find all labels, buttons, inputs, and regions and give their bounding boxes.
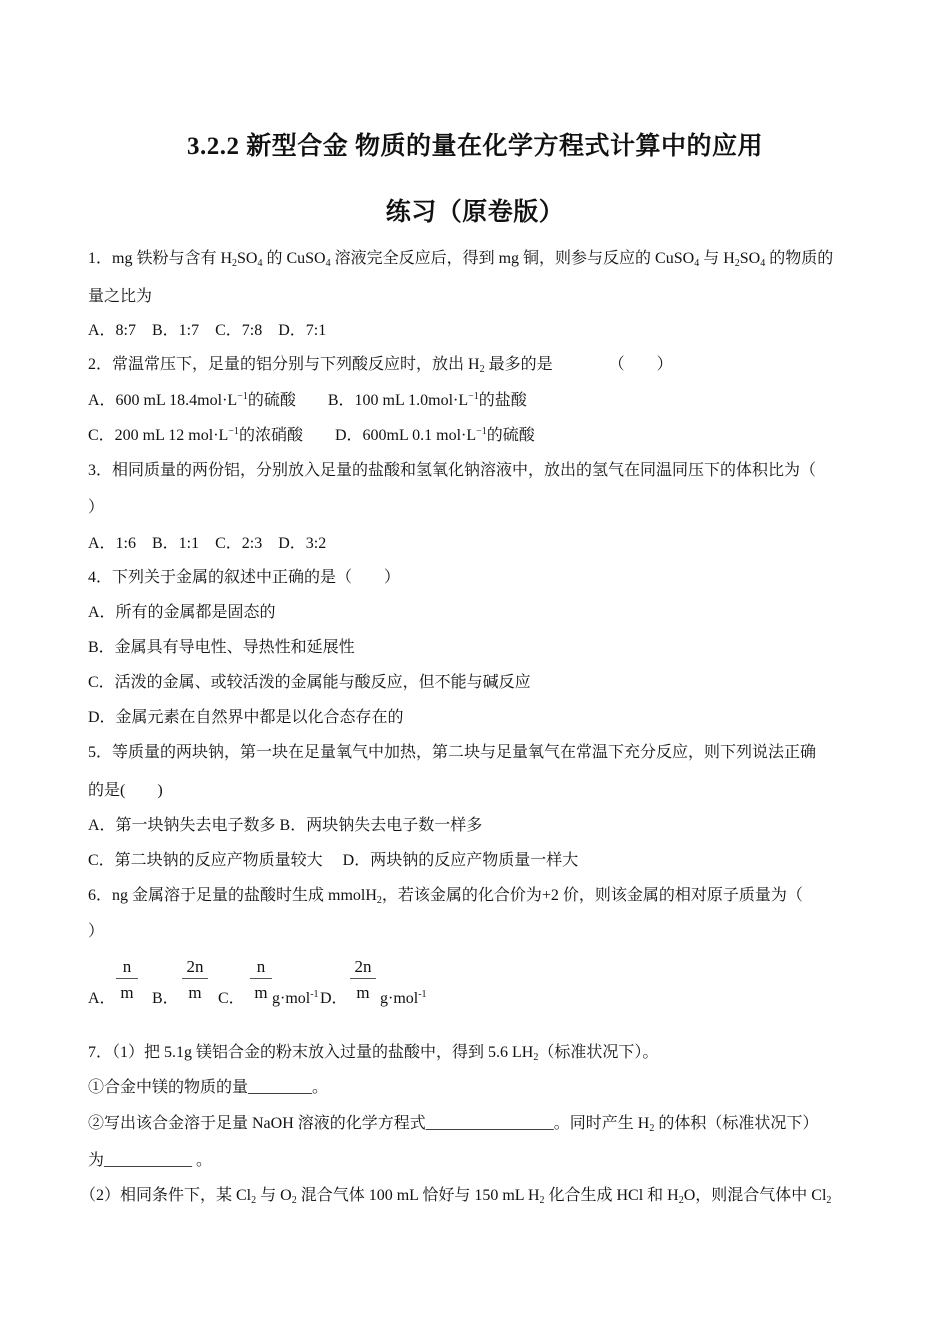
- document-subtitle: 练习（原卷版）: [385, 199, 565, 226]
- q3-options: A．1:6 B．1:1 C．2:3 D．3:2: [88, 535, 327, 552]
- q6-option-c-unit: g·mol$^{-1}$: [272, 989, 319, 1007]
- q2-options-ab: A．600 mL $18.4mol\cdot L^{-1}$的硫酸 B．100 mL $1.0mol\cdot L^{-1}$的盐酸: [88, 391, 527, 409]
- q6-option-b-label: B．: [152, 990, 179, 1007]
- q6-fraction-c-numerator: n: [256, 957, 266, 976]
- q6-stem-continued: ）: [88, 923, 105, 940]
- q7-part1-item1: ①合金中镁的物质的量________。: [88, 1079, 329, 1096]
- q6-fraction-a-bar: [116, 978, 138, 979]
- q6-fraction-a-denominator: m: [120, 983, 134, 1002]
- q2-stem: 2．常温常压下，足量的铝分别与下列酸反应时，放出 $H_2$ 最多的是 （ ）: [88, 356, 673, 375]
- q6-fraction-a-numerator: n: [122, 957, 132, 976]
- q4-option-d: D．金属元素在自然界中都是以化合态存在的: [88, 709, 404, 726]
- q4-stem: 4．下列关于金属的叙述中正确的是（ ）: [88, 569, 401, 586]
- q6-fraction-d-numerator: 2n: [354, 957, 372, 976]
- q6-option-d-unit: g·mol$^{-1}$: [380, 989, 427, 1007]
- q4-option-c: C．活泼的金属、或较活泼的金属能与酸反应，但不能与碱反应: [88, 674, 531, 691]
- q6-option-d-label: D．: [320, 990, 348, 1007]
- q5-stem-continued: 的是( ): [88, 782, 163, 799]
- q3-stem: 3．相同质量的两份铝，分别放入足量的盐酸和氢氧化钠溶液中，放出的氢气在同温同压下的体积比为（: [88, 462, 817, 479]
- q5-options-ab: A．第一块钠失去电子数多 B．两块钠失去电子数一样多: [88, 817, 483, 834]
- q7-part1-item2: ②写出该合金溶于足量 NaOH 溶液的化学方程式________________。同时产生 $H_2$ 的体积（标准状况下）: [88, 1115, 819, 1134]
- q4-option-b: B．金属具有导电性、导热性和延展性: [88, 639, 355, 656]
- q6-fraction-b-bar: [182, 978, 208, 979]
- q6-fraction-d-denominator: m: [356, 983, 370, 1002]
- q5-stem: 5．等质量的两块钠，第一块在足量氧气中加热，第二块与足量氧气在常温下充分反应，则下列说法正确: [88, 744, 817, 761]
- q6-fraction-b-numerator: 2n: [186, 957, 204, 976]
- q7-stem: 7．（1）把 5.1g 镁铝合金的粉末放入过量的盐酸中，得到 5.6 $LH_2$（标准状况下）。: [88, 1044, 659, 1063]
- q7-part1-item2-continued: 为___________ 。: [88, 1152, 213, 1169]
- q6-fraction-c-bar: [250, 978, 272, 979]
- q4-option-a: A．所有的金属都是固态的: [88, 604, 276, 621]
- q1-stem: 1．mg 铁粉与含有 $H_2SO_4$ 的 CuSO$_4$ 溶液完全反应后，得到 mg 铜，则参与反应的 CuSO$_4$ 与 $H_2SO_4$ 的物质的: [88, 250, 834, 269]
- q5-options-cd: C．第二块钠的反应产物质量较大 D．两块钠的反应产物质量一样大: [88, 852, 579, 869]
- q6-stem: 6．ng 金属溶于足量的盐酸时生成 mmolH$_2$，若该金属的化合价为+2 价，则该金属的相对原子质量为（: [88, 887, 803, 906]
- document-title: 3.2.2 新型合金 物质的量在化学方程式计算中的应用: [186, 133, 763, 160]
- q3-stem-continued: ）: [88, 499, 105, 516]
- q6-option-a-label: A．: [88, 990, 116, 1007]
- q6-fraction-b-denominator: m: [188, 983, 202, 1002]
- q2-options-cd: C．200 mL 12 $mol\cdot L^{-1}$的浓硝酸 D．600mL 0.1 $mol\cdot L^{-1}$的硫酸: [88, 426, 535, 444]
- q7-part2: （2）相同条件下，某 $Cl_2$ 与 $O_2$ 混合气体 100 mL 恰好与 150 mL $H_2$ 化合生成 HCl 和 $H_2O$，则混合气体中 $Cl_2$: [80, 1187, 832, 1206]
- q6-option-c-label: C．: [218, 990, 245, 1007]
- q1-stem-continued: 量之比为: [88, 288, 153, 305]
- q6-fraction-d-bar: [350, 978, 376, 979]
- q1-options: A．8:7 B．1:7 C．7:8 D．7:1: [88, 322, 327, 339]
- q6-fraction-c-denominator: m: [254, 983, 268, 1002]
